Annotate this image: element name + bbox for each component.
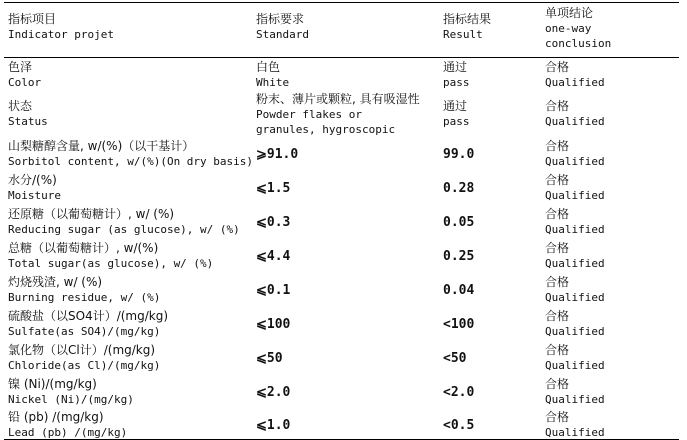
row-standard: ⩽1.5 <box>256 181 291 196</box>
row-conclusion-en: Qualified <box>545 291 605 304</box>
row-standard: ⩽4.4 <box>256 249 291 264</box>
row-name-zh: 还原糖（以葡萄糖计）, w/ (%) <box>8 207 175 221</box>
row-standard-en: White <box>256 76 290 89</box>
row-result: 0.04 <box>443 283 475 298</box>
row-name-en: Sulfate(as SO4)/(mg/kg) <box>8 325 161 338</box>
row-name-zh: 状态 <box>8 99 33 113</box>
row-conclusion-zh: 合格 <box>545 410 570 424</box>
table-top-border <box>4 2 679 3</box>
row-standard: ⩽1.0 <box>256 418 291 433</box>
row-name-en: Lead (pb) /(mg/kg) <box>8 426 128 439</box>
row-conclusion-en: Qualified <box>545 325 605 338</box>
row-name-zh: 水分/(%) <box>8 173 57 187</box>
row-result: 0.25 <box>443 249 475 264</box>
row-result: 0.28 <box>443 181 475 196</box>
row-conclusion-en: Qualified <box>545 115 605 128</box>
row-conclusion-en: Qualified <box>545 76 605 89</box>
row-standard: ⩽50 <box>256 351 283 366</box>
row-result: <50 <box>443 351 467 366</box>
row-result: 0.05 <box>443 215 475 230</box>
row-standard: ⩽2.0 <box>256 385 291 400</box>
row-name-en: Moisture <box>8 189 61 202</box>
row-result-en: pass <box>443 115 470 128</box>
row-conclusion-zh: 合格 <box>545 99 570 113</box>
row-name-zh: 镍 (Ni)/(mg/kg) <box>8 377 97 391</box>
row-conclusion-en: Qualified <box>545 359 605 372</box>
row-name-en: Total sugar(as glucose), w/ (%) <box>8 257 214 270</box>
row-result: <100 <box>443 317 475 332</box>
row-name-zh: 山梨糖醇含量, w/(%)（以干基计） <box>8 139 195 153</box>
row-standard: ⩽0.1 <box>256 283 291 298</box>
row-standard: ⩽0.3 <box>256 215 291 230</box>
row-result-en: pass <box>443 76 470 89</box>
row-conclusion-en: Qualified <box>545 189 605 202</box>
header-standard: 指标要求 Standard <box>256 12 309 41</box>
row-name-en: Status <box>8 115 48 128</box>
row-name-en: Color <box>8 76 42 89</box>
header-item: 指标项目 Indicator projet <box>8 12 114 41</box>
row-conclusion-zh: 合格 <box>545 309 570 323</box>
row-standard: ⩽100 <box>256 317 291 332</box>
row-conclusion-en: Qualified <box>545 393 605 406</box>
row-result: <2.0 <box>443 385 475 400</box>
row-conclusion-en: Qualified <box>545 223 605 236</box>
row-conclusion-en: Qualified <box>545 155 605 168</box>
row-conclusion-zh: 合格 <box>545 377 570 391</box>
row-name-zh: 灼烧残渣, w/ (%) <box>8 275 103 289</box>
row-name-zh: 氯化物（以Cl计）/(mg/kg) <box>8 343 156 357</box>
row-result-zh: 通过 <box>443 60 468 74</box>
row-name-zh: 总糖（以葡萄糖计）, w/(%) <box>8 241 159 255</box>
row-conclusion-zh: 合格 <box>545 173 570 187</box>
row-result-zh: 通过 <box>443 99 468 113</box>
row-standard-en: Powder flakes or <box>256 108 362 121</box>
header-result: 指标结果 Result <box>443 12 492 41</box>
row-standard-zh: 粉末、薄片或颗粒, 具有吸湿性 <box>256 92 420 106</box>
row-name-zh: 铅 (pb) /(mg/kg) <box>8 410 104 424</box>
row-name-en: Burning residue, w/ (%) <box>8 291 161 304</box>
row-conclusion-zh: 合格 <box>545 275 570 289</box>
row-conclusion-zh: 合格 <box>545 207 570 221</box>
row-name-zh: 色泽 <box>8 60 33 74</box>
row-result: 99.0 <box>443 147 475 162</box>
header-conclusion: 单项结论 one-way conclusion <box>545 6 612 50</box>
row-conclusion-en: Qualified <box>545 426 605 439</box>
row-conclusion-en: Qualified <box>545 257 605 270</box>
row-standard: ⩾91.0 <box>256 147 299 162</box>
row-conclusion-zh: 合格 <box>545 241 570 255</box>
row-result: <0.5 <box>443 418 475 433</box>
row-conclusion-zh: 合格 <box>545 343 570 357</box>
row-name-en: Reducing sugar (as glucose), w/ (%) <box>8 223 240 236</box>
header-divider <box>4 57 679 58</box>
row-standard-zh: 白色 <box>256 60 281 74</box>
row-conclusion-zh: 合格 <box>545 60 570 74</box>
row-conclusion-zh: 合格 <box>545 139 570 153</box>
row-name-en: Nickel (Ni)/(mg/kg) <box>8 393 134 406</box>
row-standard-en-2: granules, hygroscopic <box>256 123 396 136</box>
row-name-en: Sorbitol content, w/(%)(On dry basis) <box>8 155 254 168</box>
row-name-zh: 硫酸盐（以SO4计）/(mg/kg) <box>8 309 169 323</box>
row-name-en: Chloride(as Cl)/(mg/kg) <box>8 359 161 372</box>
